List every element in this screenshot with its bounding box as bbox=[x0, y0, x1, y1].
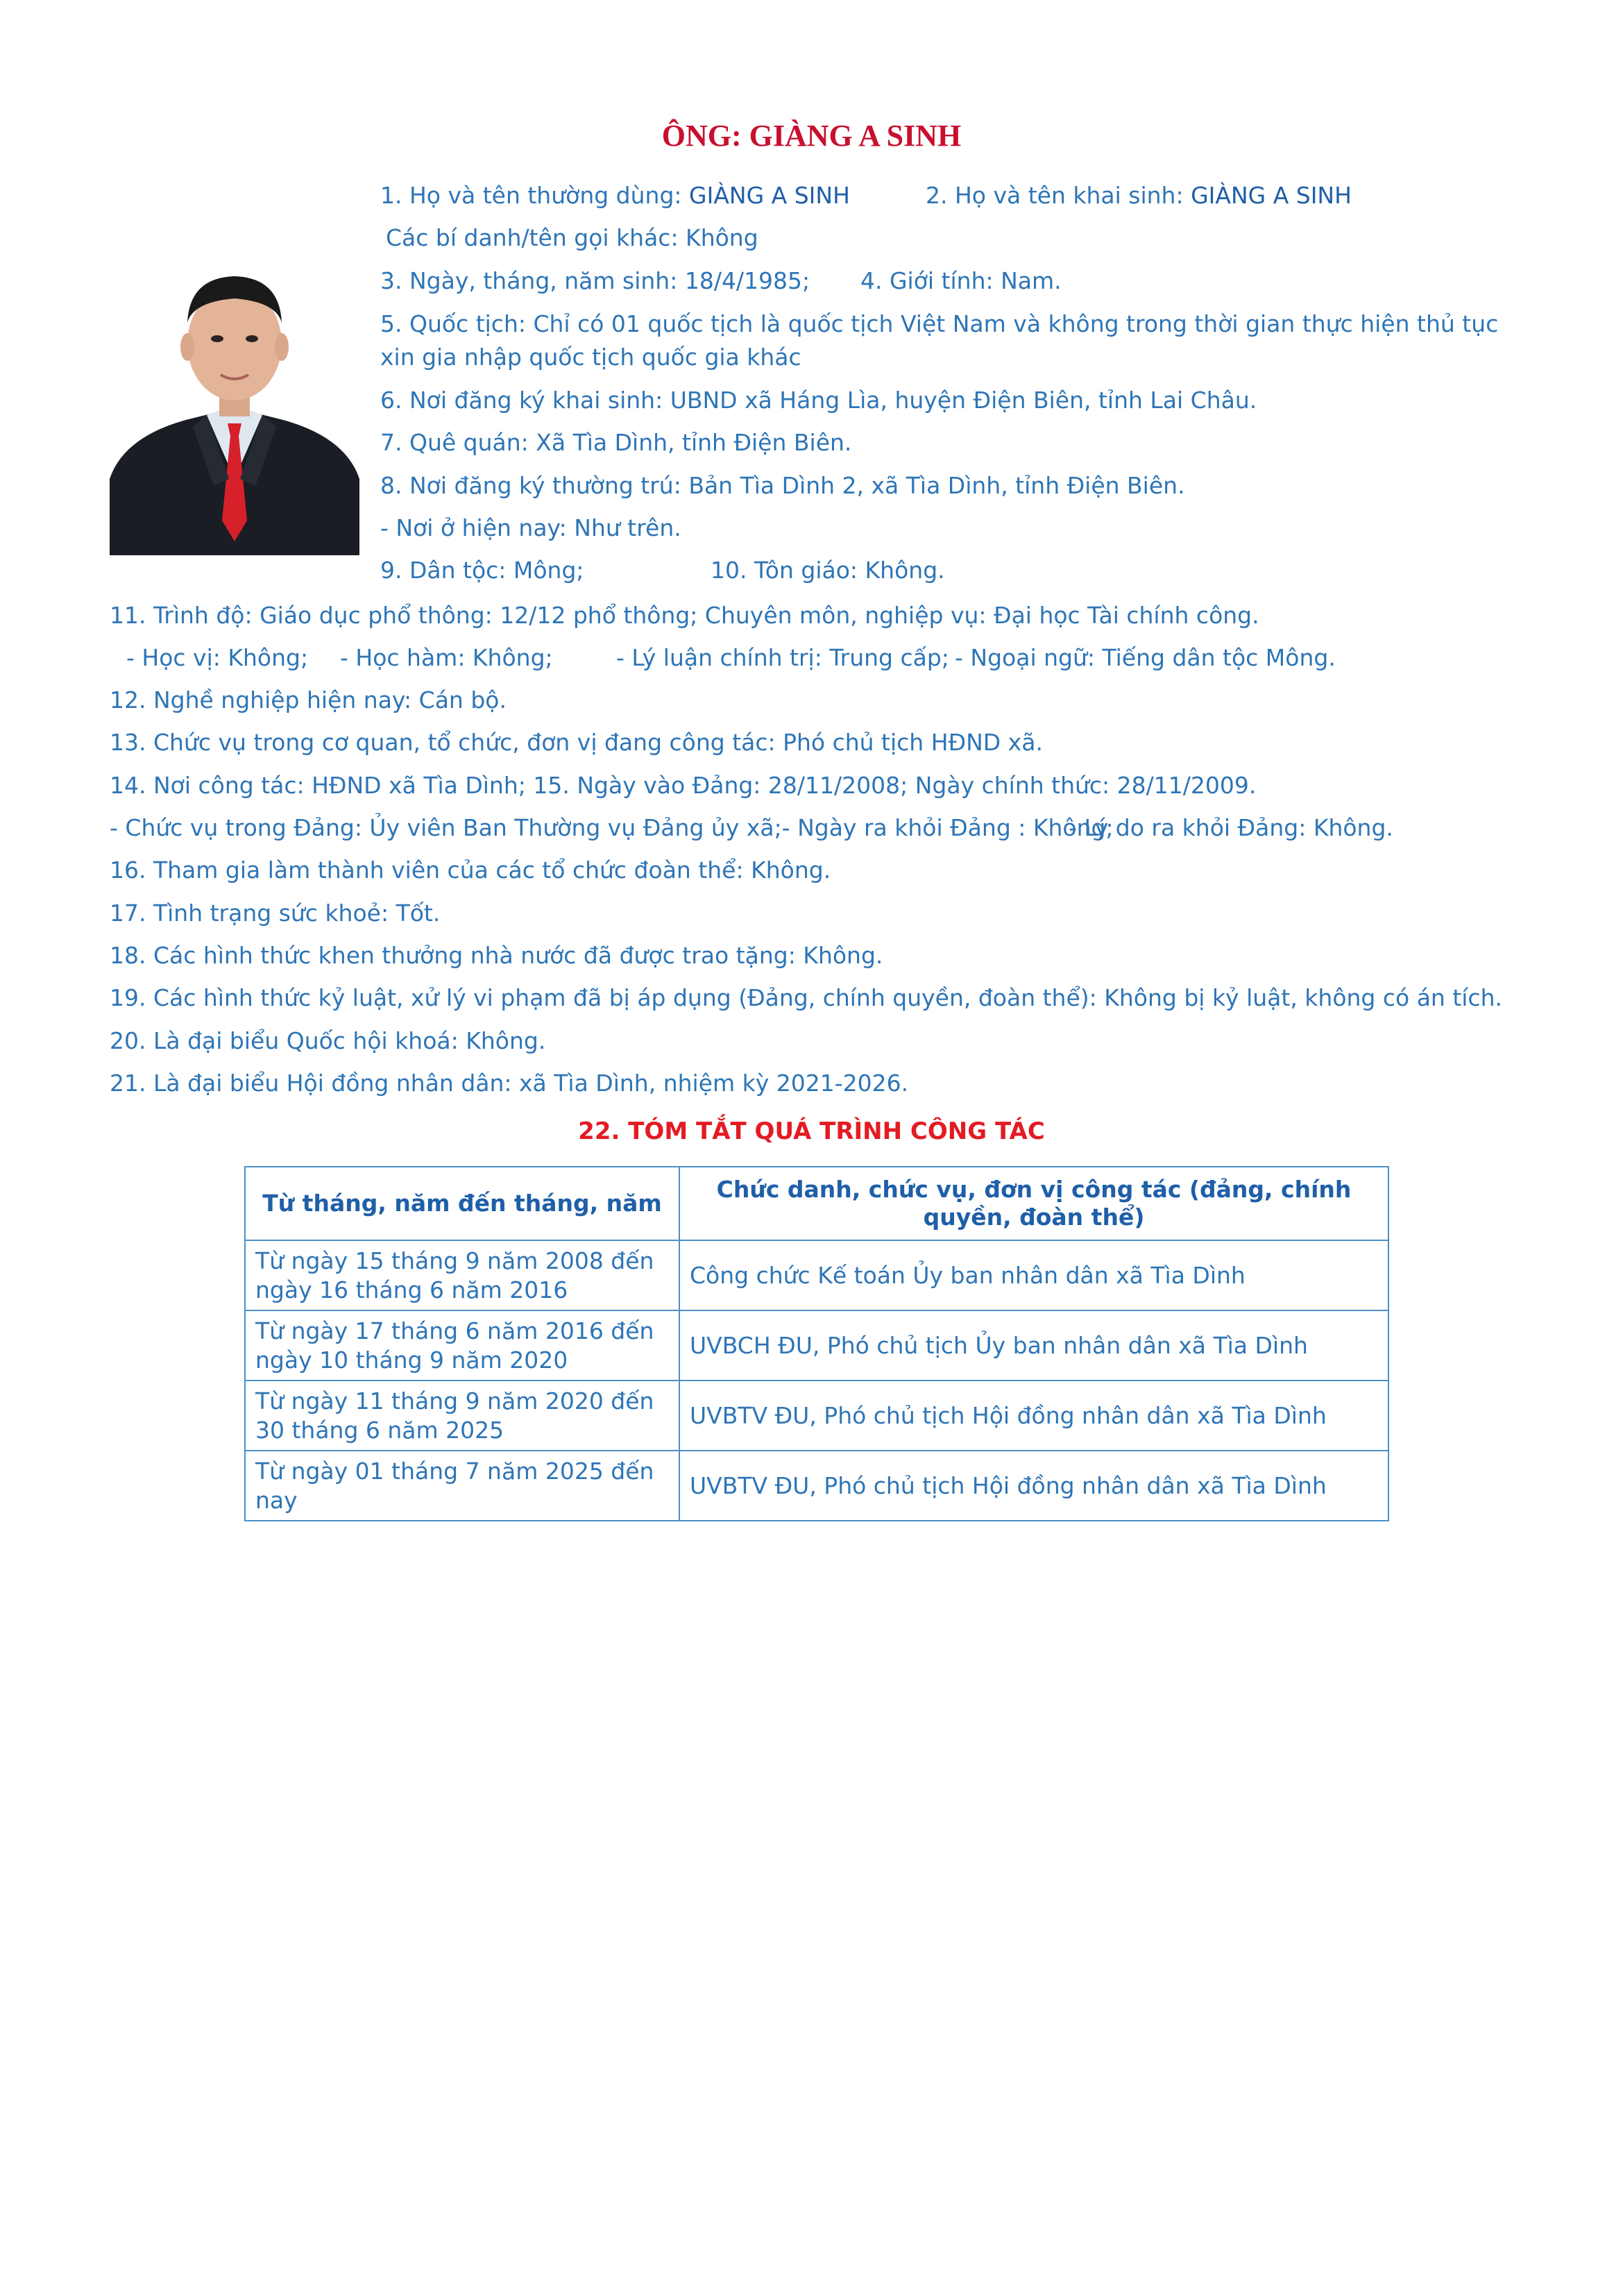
career-section-title: 22. TÓM TẮT QUÁ TRÌNH CÔNG TÁC bbox=[578, 1117, 1045, 1145]
field-workplace-party-dates: 14. Nơi công tác: HĐND xã Tìa Dình; 15. Ngày vào Đảng: 28/11/2008; Ngày chính thức: 28/11/2009. bbox=[110, 772, 1257, 799]
table-row bbox=[245, 1310, 1388, 1381]
field-organizations: 16. Tham gia làm thành viên của các tổ chức đoàn thể: Không. bbox=[110, 856, 831, 884]
career-table-header-row bbox=[245, 1167, 1388, 1240]
field-common-name bbox=[380, 179, 850, 212]
field-national-assembly: 20. Là đại biểu Quốc hội khoá: Không. bbox=[110, 1027, 546, 1054]
field-party-roles: - Chức vụ trong Đảng: Ủy viên Ban Thường vụ Đảng ủy xã;- Ngày ra khỏi Đảng : Không; bbox=[110, 814, 1114, 841]
field-birth-registration: 6. Nơi đăng ký khai sinh: UBND xã Háng Lìa, huyện Điện Biên, tỉnh Lai Châu. bbox=[380, 387, 1257, 414]
career-period-cell: Từ ngày 15 tháng 9 năm 2008 đến ngày 16 tháng 6 năm 2016 bbox=[245, 1240, 679, 1310]
career-period-cell: Từ ngày 11 tháng 9 năm 2020 đến 30 tháng 6 năm 2025 bbox=[245, 1381, 679, 1451]
career-table bbox=[244, 1166, 1389, 1521]
career-position-cell: Công chức Kế toán Ủy ban nhân dân xã Tìa Dình bbox=[679, 1240, 1388, 1310]
field-academic-degree: - Học vị: Không; bbox=[126, 644, 309, 671]
table-row bbox=[245, 1451, 1388, 1521]
career-position-cell: UVBTV ĐU, Phó chủ tịch Hội đồng nhân dân xã Tìa Dình bbox=[679, 1451, 1388, 1521]
portrait-photo bbox=[110, 250, 359, 555]
field-birth-name-value: GIÀNG A SINH bbox=[1191, 182, 1352, 209]
field-foreign-language: - Ngoại ngữ: Tiếng dân tộc Mông. bbox=[955, 644, 1336, 671]
page-title: ÔNG: GIÀNG A SINH bbox=[661, 119, 962, 153]
career-position-cell: UVBCH ĐU, Phó chủ tịch Ủy ban nhân dân xã Tìa Dình bbox=[679, 1310, 1388, 1381]
career-header-position: Chức danh, chức vụ, đơn vị công tác (đảng, chính quyền, đoàn thể) bbox=[679, 1167, 1388, 1240]
field-health: 17. Tình trạng sức khoẻ: Tốt. bbox=[110, 900, 441, 927]
field-peoples-council: 21. Là đại biểu Hội đồng nhân dân: xã Tìa Dình, nhiệm kỳ 2021-2026. bbox=[110, 1070, 909, 1097]
field-nationality: 5. Quốc tịch: Chỉ có 01 quốc tịch là quốc tịch Việt Nam và không trong thời gian thực hiện thủ tục xin gia nhập quốc tịch quốc gia khác bbox=[380, 310, 1499, 371]
career-period-cell: Từ ngày 01 tháng 7 năm 2025 đến nay bbox=[245, 1451, 679, 1521]
field-religion: 10. Tôn giáo: Không. bbox=[711, 557, 945, 584]
career-header-period: Từ tháng, năm đến tháng, năm bbox=[245, 1167, 679, 1240]
field-hometown: 7. Quê quán: Xã Tìa Dình, tỉnh Điện Biên. bbox=[380, 429, 852, 456]
field-academic-rank: - Học hàm: Không; bbox=[340, 644, 553, 671]
field-position: 13. Chức vụ trong cơ quan, tổ chức, đơn vị đang công tác: Phó chủ tịch HĐND xã. bbox=[110, 729, 1043, 756]
field-gender: 4. Giới tính: Nam. bbox=[860, 267, 1062, 294]
field-aliases: Các bí danh/tên gọi khác: Không bbox=[386, 224, 758, 251]
field-current-residence: - Nơi ở hiện nay: Như trên. bbox=[380, 514, 681, 541]
career-period-cell: Từ ngày 17 tháng 6 năm 2016 đến ngày 10 tháng 9 năm 2020 bbox=[245, 1310, 679, 1381]
field-awards: 18. Các hình thức khen thưởng nhà nước đã được trao tặng: Không. bbox=[110, 942, 883, 969]
table-row bbox=[245, 1240, 1388, 1310]
field-education: 11. Trình độ: Giáo dục phổ thông: 12/12 phổ thông; Chuyên môn, nghiệp vụ: Đại học Tài chính công. bbox=[110, 602, 1259, 629]
field-birth-name bbox=[926, 179, 1352, 212]
field-birth-date: 3. Ngày, tháng, năm sinh: 18/4/1985; bbox=[380, 267, 810, 294]
field-permanent-residence: 8. Nơi đăng ký thường trú: Bản Tìa Dình 2, xã Tìa Dình, tỉnh Điện Biên. bbox=[380, 472, 1185, 499]
field-common-name-label: 1. Họ và tên thường dùng: bbox=[380, 182, 690, 209]
career-position-cell: UVBTV ĐU, Phó chủ tịch Hội đồng nhân dân xã Tìa Dình bbox=[679, 1381, 1388, 1451]
field-party-exit-reason: - Lý do ra khỏi Đảng: Không. bbox=[1069, 814, 1393, 841]
field-occupation: 12. Nghề nghiệp hiện nay: Cán bộ. bbox=[110, 686, 507, 714]
portrait-illustration bbox=[110, 250, 359, 555]
field-birth-name-label: 2. Họ và tên khai sinh: bbox=[926, 182, 1191, 209]
field-ethnicity: 9. Dân tộc: Mông; bbox=[380, 557, 584, 584]
field-discipline: 19. Các hình thức kỷ luật, xử lý vi phạm đã bị áp dụng (Đảng, chính quyền, đoàn thể): Không bị kỷ luật, không có án tích. bbox=[110, 984, 1502, 1011]
field-common-name-value: GIÀNG A SINH bbox=[689, 182, 850, 209]
table-row bbox=[245, 1381, 1388, 1451]
field-political-theory: - Lý luận chính trị: Trung cấp; bbox=[616, 644, 949, 671]
